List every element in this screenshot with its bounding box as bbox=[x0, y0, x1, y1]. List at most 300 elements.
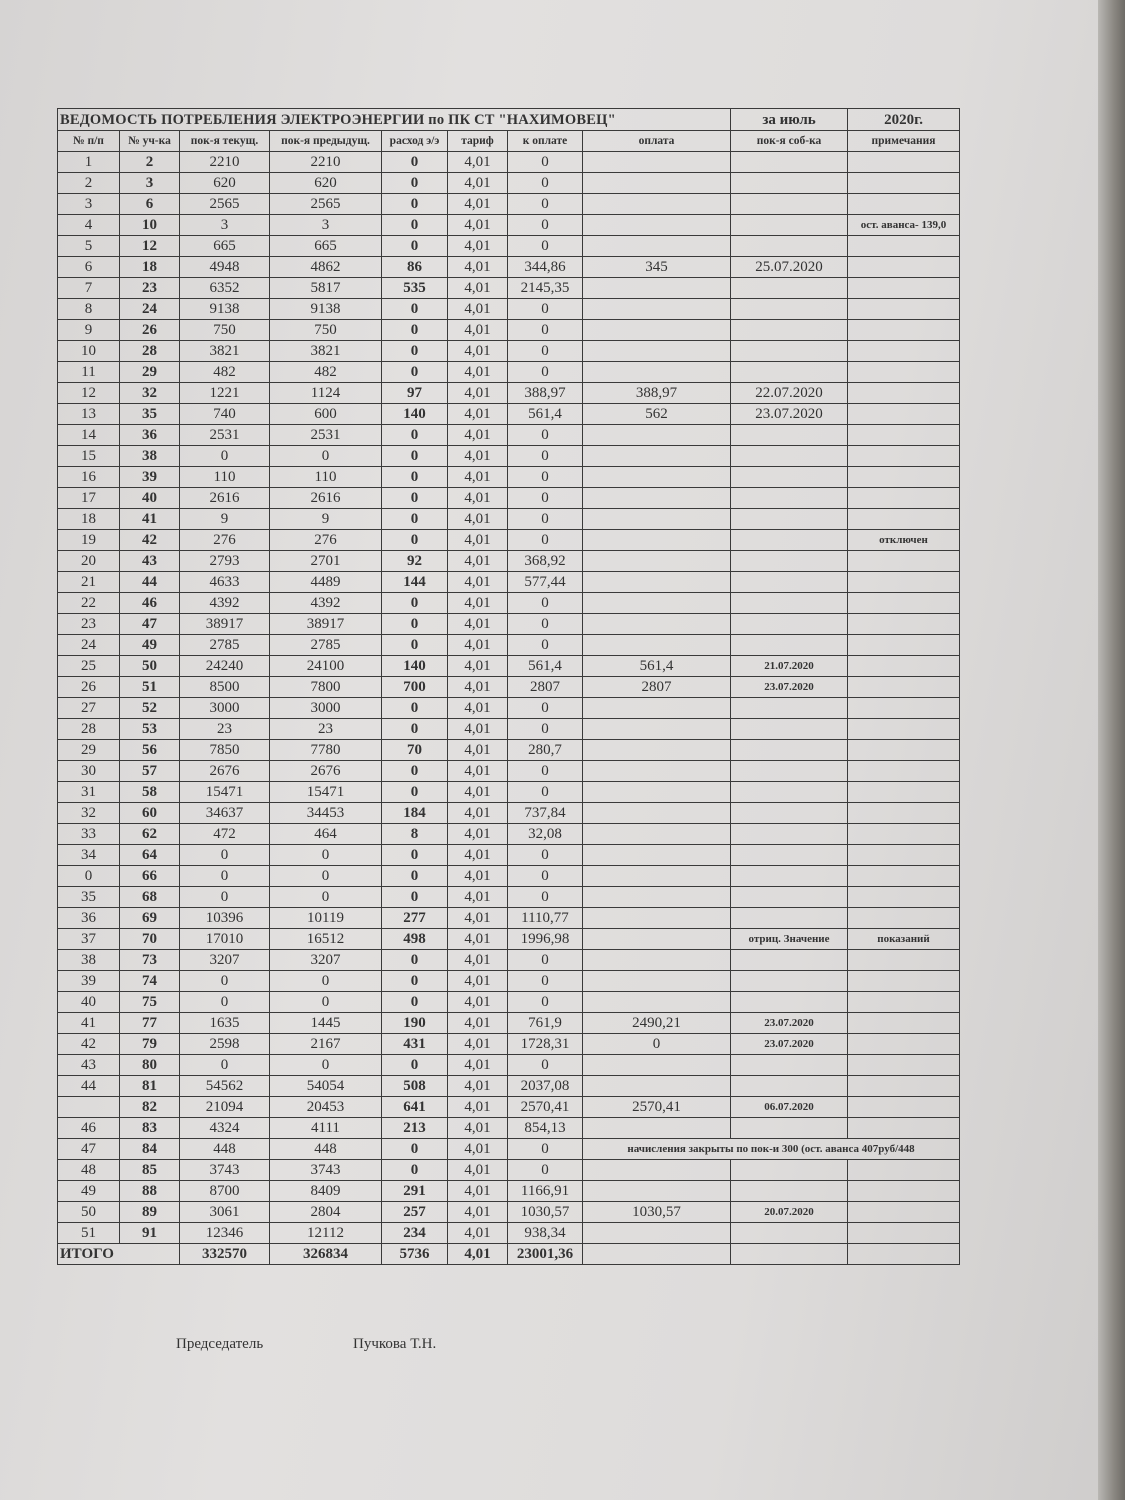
cell-note bbox=[848, 299, 960, 320]
cell-tariff: 4,01 bbox=[448, 1139, 508, 1160]
cell-consumption: 0 bbox=[382, 761, 448, 782]
table-row bbox=[58, 215, 960, 236]
cell-payment bbox=[583, 1055, 731, 1076]
cell-row-number: 18 bbox=[58, 509, 120, 530]
cell-note: показаний bbox=[848, 929, 960, 950]
cell-owner-reading bbox=[731, 152, 848, 173]
cell-tariff: 4,01 bbox=[448, 1055, 508, 1076]
cell-plot: 73 bbox=[120, 950, 180, 971]
cell-amount-due: 388,97 bbox=[508, 383, 583, 404]
cell-tariff: 4,01 bbox=[448, 257, 508, 278]
cell-current-reading: 0 bbox=[180, 887, 270, 908]
cell-consumption: 0 bbox=[382, 1139, 448, 1160]
cell-plot: 53 bbox=[120, 719, 180, 740]
cell-previous-reading: 620 bbox=[270, 173, 382, 194]
cell-tariff: 4,01 bbox=[448, 278, 508, 299]
cell-previous-reading: 2701 bbox=[270, 551, 382, 572]
cell-current-reading: 276 bbox=[180, 530, 270, 551]
cell-amount-due: 0 bbox=[508, 950, 583, 971]
cell-tariff: 4,01 bbox=[448, 551, 508, 572]
cell-plot: 6 bbox=[120, 194, 180, 215]
cell-amount-due: 854,13 bbox=[508, 1118, 583, 1139]
cell-row-number: 14 bbox=[58, 425, 120, 446]
cell-row-number: 13 bbox=[58, 404, 120, 425]
cell-row-number: 21 bbox=[58, 572, 120, 593]
totals-previous: 326834 bbox=[270, 1244, 382, 1265]
cell-owner-reading bbox=[731, 824, 848, 845]
cell-consumption: 641 bbox=[382, 1097, 448, 1118]
cell-amount-due: 1030,57 bbox=[508, 1202, 583, 1223]
cell-current-reading: 3207 bbox=[180, 950, 270, 971]
cell-note bbox=[848, 152, 960, 173]
cell-current-reading: 34637 bbox=[180, 803, 270, 824]
cell-payment bbox=[583, 1181, 731, 1202]
cell-row-number: 36 bbox=[58, 908, 120, 929]
cell-note bbox=[848, 467, 960, 488]
cell-current-reading: 3821 bbox=[180, 341, 270, 362]
cell-plot: 88 bbox=[120, 1181, 180, 1202]
table-row bbox=[58, 1202, 960, 1223]
table-row bbox=[58, 635, 960, 656]
totals-notes bbox=[848, 1244, 960, 1265]
cell-plot: 64 bbox=[120, 845, 180, 866]
cell-payment bbox=[583, 803, 731, 824]
cell-row-number bbox=[58, 1097, 120, 1118]
cell-previous-reading: 10119 bbox=[270, 908, 382, 929]
cell-row-number: 6 bbox=[58, 257, 120, 278]
cell-payment: 2490,21 bbox=[583, 1013, 731, 1034]
cell-plot: 58 bbox=[120, 782, 180, 803]
cell-tariff: 4,01 bbox=[448, 488, 508, 509]
cell-amount-due: 0 bbox=[508, 1055, 583, 1076]
cell-previous-reading: 464 bbox=[270, 824, 382, 845]
cell-amount-due: 0 bbox=[508, 467, 583, 488]
cell-current-reading: 23 bbox=[180, 719, 270, 740]
cell-amount-due: 0 bbox=[508, 887, 583, 908]
cell-plot: 10 bbox=[120, 215, 180, 236]
cell-current-reading: 0 bbox=[180, 845, 270, 866]
totals-owner-reading bbox=[731, 1244, 848, 1265]
cell-previous-reading: 8409 bbox=[270, 1181, 382, 1202]
cell-row-number: 44 bbox=[58, 1076, 120, 1097]
cell-payment bbox=[583, 971, 731, 992]
cell-amount-due: 0 bbox=[508, 866, 583, 887]
col-header-payment: оплата bbox=[583, 131, 731, 152]
cell-plot: 52 bbox=[120, 698, 180, 719]
cell-plot: 83 bbox=[120, 1118, 180, 1139]
cell-current-reading: 740 bbox=[180, 404, 270, 425]
cell-previous-reading: 2676 bbox=[270, 761, 382, 782]
cell-consumption: 0 bbox=[382, 152, 448, 173]
cell-tariff: 4,01 bbox=[448, 1223, 508, 1244]
cell-current-reading: 17010 bbox=[180, 929, 270, 950]
cell-current-reading: 0 bbox=[180, 1055, 270, 1076]
cell-row-number: 30 bbox=[58, 761, 120, 782]
cell-plot: 77 bbox=[120, 1013, 180, 1034]
col-header-row-number: № п/п bbox=[58, 131, 120, 152]
cell-plot: 38 bbox=[120, 446, 180, 467]
cell-plot: 68 bbox=[120, 887, 180, 908]
cell-note bbox=[848, 971, 960, 992]
cell-tariff: 4,01 bbox=[448, 677, 508, 698]
cell-payment bbox=[583, 194, 731, 215]
cell-previous-reading: 4862 bbox=[270, 257, 382, 278]
cell-previous-reading: 7780 bbox=[270, 740, 382, 761]
cell-note bbox=[848, 320, 960, 341]
cell-current-reading: 21094 bbox=[180, 1097, 270, 1118]
cell-previous-reading: 600 bbox=[270, 404, 382, 425]
cell-plot: 51 bbox=[120, 677, 180, 698]
table-row bbox=[58, 530, 960, 551]
cell-payment bbox=[583, 992, 731, 1013]
cell-tariff: 4,01 bbox=[448, 887, 508, 908]
cell-current-reading: 4633 bbox=[180, 572, 270, 593]
cell-tariff: 4,01 bbox=[448, 509, 508, 530]
cell-amount-due: 0 bbox=[508, 1160, 583, 1181]
cell-plot: 18 bbox=[120, 257, 180, 278]
table-row bbox=[58, 404, 960, 425]
table-row bbox=[58, 1223, 960, 1244]
cell-amount-due: 938,34 bbox=[508, 1223, 583, 1244]
cell-previous-reading: 1445 bbox=[270, 1013, 382, 1034]
cell-note bbox=[848, 887, 960, 908]
cell-tariff: 4,01 bbox=[448, 572, 508, 593]
cell-previous-reading: 4489 bbox=[270, 572, 382, 593]
cell-tariff: 4,01 bbox=[448, 1097, 508, 1118]
cell-amount-due: 368,92 bbox=[508, 551, 583, 572]
cell-consumption: 0 bbox=[382, 320, 448, 341]
cell-owner-reading bbox=[731, 761, 848, 782]
cell-current-reading: 2676 bbox=[180, 761, 270, 782]
cell-previous-reading: 1124 bbox=[270, 383, 382, 404]
cell-row-number: 27 bbox=[58, 698, 120, 719]
table-row bbox=[58, 824, 960, 845]
cell-tariff: 4,01 bbox=[448, 320, 508, 341]
cell-previous-reading: 0 bbox=[270, 992, 382, 1013]
cell-payment bbox=[583, 635, 731, 656]
cell-note bbox=[848, 740, 960, 761]
cell-tariff: 4,01 bbox=[448, 782, 508, 803]
cell-current-reading: 7850 bbox=[180, 740, 270, 761]
cell-plot: 12 bbox=[120, 236, 180, 257]
col-header-plot: № уч-ка bbox=[120, 131, 180, 152]
cell-previous-reading: 38917 bbox=[270, 614, 382, 635]
cell-note bbox=[848, 425, 960, 446]
cell-payment: 2570,41 bbox=[583, 1097, 731, 1118]
cell-plot: 70 bbox=[120, 929, 180, 950]
cell-note bbox=[848, 1013, 960, 1034]
cell-payment bbox=[583, 1160, 731, 1181]
cell-note bbox=[848, 761, 960, 782]
table-row bbox=[58, 1139, 960, 1160]
cell-consumption: 0 bbox=[382, 173, 448, 194]
cell-note bbox=[848, 1076, 960, 1097]
cell-consumption: 0 bbox=[382, 446, 448, 467]
cell-amount-due: 0 bbox=[508, 194, 583, 215]
cell-owner-reading bbox=[731, 320, 848, 341]
cell-current-reading: 9 bbox=[180, 509, 270, 530]
cell-consumption: 140 bbox=[382, 656, 448, 677]
col-header-owner-reading: пок-я соб-ка bbox=[731, 131, 848, 152]
cell-payment bbox=[583, 362, 731, 383]
cell-payment bbox=[583, 1118, 731, 1139]
cell-owner-reading: 20.07.2020 bbox=[731, 1202, 848, 1223]
cell-row-number: 20 bbox=[58, 551, 120, 572]
cell-note bbox=[848, 635, 960, 656]
cell-owner-reading bbox=[731, 1076, 848, 1097]
cell-tariff: 4,01 bbox=[448, 1118, 508, 1139]
cell-amount-due: 577,44 bbox=[508, 572, 583, 593]
ledger-title: ВЕДОМОСТЬ ПОТРЕБЛЕНИЯ ЭЛЕКТРОЭНЕРГИИ по ПК СТ "НАХИМОВЕЦ" bbox=[58, 109, 731, 131]
cell-consumption: 0 bbox=[382, 992, 448, 1013]
cell-note bbox=[848, 1223, 960, 1244]
cell-payment bbox=[583, 509, 731, 530]
cell-owner-reading bbox=[731, 866, 848, 887]
cell-plot: 39 bbox=[120, 467, 180, 488]
cell-amount-due: 561,4 bbox=[508, 404, 583, 425]
cell-payment bbox=[583, 1076, 731, 1097]
table-row bbox=[58, 1097, 960, 1118]
cell-plot: 46 bbox=[120, 593, 180, 614]
cell-consumption: 257 bbox=[382, 1202, 448, 1223]
table-row bbox=[58, 698, 960, 719]
cell-payment bbox=[583, 572, 731, 593]
cell-owner-reading bbox=[731, 1055, 848, 1076]
col-header-tariff: тариф bbox=[448, 131, 508, 152]
paper-edge bbox=[1098, 0, 1125, 1500]
cell-tariff: 4,01 bbox=[448, 866, 508, 887]
cell-owner-reading: 25.07.2020 bbox=[731, 257, 848, 278]
cell-note: ост. аванса- 139,0 bbox=[848, 215, 960, 236]
cell-consumption: 140 bbox=[382, 404, 448, 425]
cell-previous-reading: 0 bbox=[270, 971, 382, 992]
table-row bbox=[58, 761, 960, 782]
cell-tariff: 4,01 bbox=[448, 614, 508, 635]
cell-note bbox=[848, 698, 960, 719]
cell-plot: 57 bbox=[120, 761, 180, 782]
cell-owner-reading bbox=[731, 635, 848, 656]
cell-row-number: 38 bbox=[58, 950, 120, 971]
totals-current: 332570 bbox=[180, 1244, 270, 1265]
cell-plot: 81 bbox=[120, 1076, 180, 1097]
cell-owner-reading bbox=[731, 593, 848, 614]
cell-plot: 79 bbox=[120, 1034, 180, 1055]
cell-payment: 345 bbox=[583, 257, 731, 278]
cell-consumption: 0 bbox=[382, 509, 448, 530]
cell-row-number: 1 bbox=[58, 152, 120, 173]
cell-note bbox=[848, 278, 960, 299]
cell-amount-due: 0 bbox=[508, 509, 583, 530]
cell-amount-due: 0 bbox=[508, 698, 583, 719]
cell-current-reading: 665 bbox=[180, 236, 270, 257]
cell-current-reading: 0 bbox=[180, 971, 270, 992]
cell-plot: 49 bbox=[120, 635, 180, 656]
cell-previous-reading: 7800 bbox=[270, 677, 382, 698]
cell-current-reading: 2531 bbox=[180, 425, 270, 446]
totals-tariff: 4,01 bbox=[448, 1244, 508, 1265]
cell-current-reading: 620 bbox=[180, 173, 270, 194]
cell-payment bbox=[583, 320, 731, 341]
cell-note bbox=[848, 1181, 960, 1202]
cell-consumption: 0 bbox=[382, 845, 448, 866]
cell-previous-reading: 750 bbox=[270, 320, 382, 341]
cell-tariff: 4,01 bbox=[448, 173, 508, 194]
cell-current-reading: 12346 bbox=[180, 1223, 270, 1244]
cell-previous-reading: 665 bbox=[270, 236, 382, 257]
cell-current-reading: 3 bbox=[180, 215, 270, 236]
cell-current-reading: 3743 bbox=[180, 1160, 270, 1181]
cell-consumption: 0 bbox=[382, 971, 448, 992]
cell-consumption: 0 bbox=[382, 467, 448, 488]
cell-owner-reading bbox=[731, 992, 848, 1013]
cell-current-reading: 448 bbox=[180, 1139, 270, 1160]
cell-row-number: 41 bbox=[58, 1013, 120, 1034]
cell-payment bbox=[583, 299, 731, 320]
cell-owner-reading: 23.07.2020 bbox=[731, 1013, 848, 1034]
table-row bbox=[58, 593, 960, 614]
cell-current-reading: 0 bbox=[180, 446, 270, 467]
cell-payment bbox=[583, 446, 731, 467]
cell-current-reading: 8700 bbox=[180, 1181, 270, 1202]
col-header-notes: примечания bbox=[848, 131, 960, 152]
cell-previous-reading: 4392 bbox=[270, 593, 382, 614]
cell-owner-reading bbox=[731, 740, 848, 761]
cell-consumption: 184 bbox=[382, 803, 448, 824]
cell-previous-reading: 3 bbox=[270, 215, 382, 236]
cell-previous-reading: 54054 bbox=[270, 1076, 382, 1097]
cell-note: отключен bbox=[848, 530, 960, 551]
cell-plot: 50 bbox=[120, 656, 180, 677]
cell-tariff: 4,01 bbox=[448, 719, 508, 740]
table-row bbox=[58, 446, 960, 467]
cell-amount-due: 0 bbox=[508, 152, 583, 173]
cell-current-reading: 9138 bbox=[180, 299, 270, 320]
cell-consumption: 0 bbox=[382, 593, 448, 614]
cell-plot: 56 bbox=[120, 740, 180, 761]
cell-plot: 36 bbox=[120, 425, 180, 446]
cell-owner-reading bbox=[731, 1160, 848, 1181]
cell-note bbox=[848, 992, 960, 1013]
cell-tariff: 4,01 bbox=[448, 845, 508, 866]
cell-current-reading: 472 bbox=[180, 824, 270, 845]
cell-tariff: 4,01 bbox=[448, 362, 508, 383]
cell-tariff: 4,01 bbox=[448, 383, 508, 404]
cell-row-number: 12 bbox=[58, 383, 120, 404]
ledger-body bbox=[58, 152, 960, 1244]
cell-row-number: 17 bbox=[58, 488, 120, 509]
cell-payment bbox=[583, 278, 731, 299]
cell-payment bbox=[583, 845, 731, 866]
totals-row bbox=[58, 1244, 960, 1265]
cell-owner-reading: 23.07.2020 bbox=[731, 677, 848, 698]
cell-plot: 80 bbox=[120, 1055, 180, 1076]
signatory-name: Пучкова Т.Н. bbox=[353, 1336, 437, 1352]
cell-payment bbox=[583, 908, 731, 929]
cell-tariff: 4,01 bbox=[448, 1034, 508, 1055]
cell-plot: 91 bbox=[120, 1223, 180, 1244]
cell-amount-due: 280,7 bbox=[508, 740, 583, 761]
cell-tariff: 4,01 bbox=[448, 467, 508, 488]
cell-consumption: 0 bbox=[382, 299, 448, 320]
cell-payment bbox=[583, 950, 731, 971]
cell-row-number: 11 bbox=[58, 362, 120, 383]
cell-current-reading: 54562 bbox=[180, 1076, 270, 1097]
cell-payment bbox=[583, 698, 731, 719]
cell-current-reading: 4324 bbox=[180, 1118, 270, 1139]
cell-note bbox=[848, 866, 960, 887]
cell-tariff: 4,01 bbox=[448, 1160, 508, 1181]
cell-row-number: 33 bbox=[58, 824, 120, 845]
cell-row-number: 32 bbox=[58, 803, 120, 824]
col-header-consumption: расход э/э bbox=[382, 131, 448, 152]
cell-amount-due: 0 bbox=[508, 992, 583, 1013]
cell-owner-reading bbox=[731, 719, 848, 740]
cell-amount-due: 0 bbox=[508, 215, 583, 236]
cell-previous-reading: 0 bbox=[270, 866, 382, 887]
cell-note bbox=[848, 236, 960, 257]
table-row bbox=[58, 572, 960, 593]
table-row bbox=[58, 299, 960, 320]
cell-amount-due: 1166,91 bbox=[508, 1181, 583, 1202]
cell-amount-due: 1728,31 bbox=[508, 1034, 583, 1055]
cell-consumption: 97 bbox=[382, 383, 448, 404]
table-row bbox=[58, 1076, 960, 1097]
cell-row-number: 9 bbox=[58, 320, 120, 341]
cell-current-reading: 4948 bbox=[180, 257, 270, 278]
cell-previous-reading: 482 bbox=[270, 362, 382, 383]
cell-previous-reading: 3821 bbox=[270, 341, 382, 362]
cell-plot: 40 bbox=[120, 488, 180, 509]
cell-note bbox=[848, 383, 960, 404]
cell-plot: 75 bbox=[120, 992, 180, 1013]
cell-payment bbox=[583, 467, 731, 488]
cell-row-number: 35 bbox=[58, 887, 120, 908]
cell-owner-reading bbox=[731, 887, 848, 908]
table-row bbox=[58, 383, 960, 404]
cell-row-number: 31 bbox=[58, 782, 120, 803]
cell-owner-reading bbox=[731, 467, 848, 488]
cell-row-number: 43 bbox=[58, 1055, 120, 1076]
cell-consumption: 190 bbox=[382, 1013, 448, 1034]
cell-amount-due: 0 bbox=[508, 614, 583, 635]
cell-tariff: 4,01 bbox=[448, 761, 508, 782]
cell-previous-reading: 34453 bbox=[270, 803, 382, 824]
cell-previous-reading: 24100 bbox=[270, 656, 382, 677]
cell-owner-reading bbox=[731, 530, 848, 551]
cell-note bbox=[848, 362, 960, 383]
totals-payment bbox=[583, 1244, 731, 1265]
cell-row-number: 48 bbox=[58, 1160, 120, 1181]
col-header-current-reading: пок-я текущ. bbox=[180, 131, 270, 152]
cell-consumption: 508 bbox=[382, 1076, 448, 1097]
cell-owner-reading: 23.07.2020 bbox=[731, 1034, 848, 1055]
cell-amount-due: 2807 bbox=[508, 677, 583, 698]
cell-owner-reading: 22.07.2020 bbox=[731, 383, 848, 404]
cell-row-number: 23 bbox=[58, 614, 120, 635]
cell-row-number: 16 bbox=[58, 467, 120, 488]
totals-due: 23001,36 bbox=[508, 1244, 583, 1265]
cell-note bbox=[848, 677, 960, 698]
totals-label: ИТОГО bbox=[58, 1244, 180, 1265]
cell-owner-reading bbox=[731, 614, 848, 635]
cell-row-number: 4 bbox=[58, 215, 120, 236]
cell-amount-due: 2145,35 bbox=[508, 278, 583, 299]
cell-consumption: 0 bbox=[382, 425, 448, 446]
cell-current-reading: 24240 bbox=[180, 656, 270, 677]
table-row bbox=[58, 257, 960, 278]
cell-row-number: 34 bbox=[58, 845, 120, 866]
cell-previous-reading: 2804 bbox=[270, 1202, 382, 1223]
